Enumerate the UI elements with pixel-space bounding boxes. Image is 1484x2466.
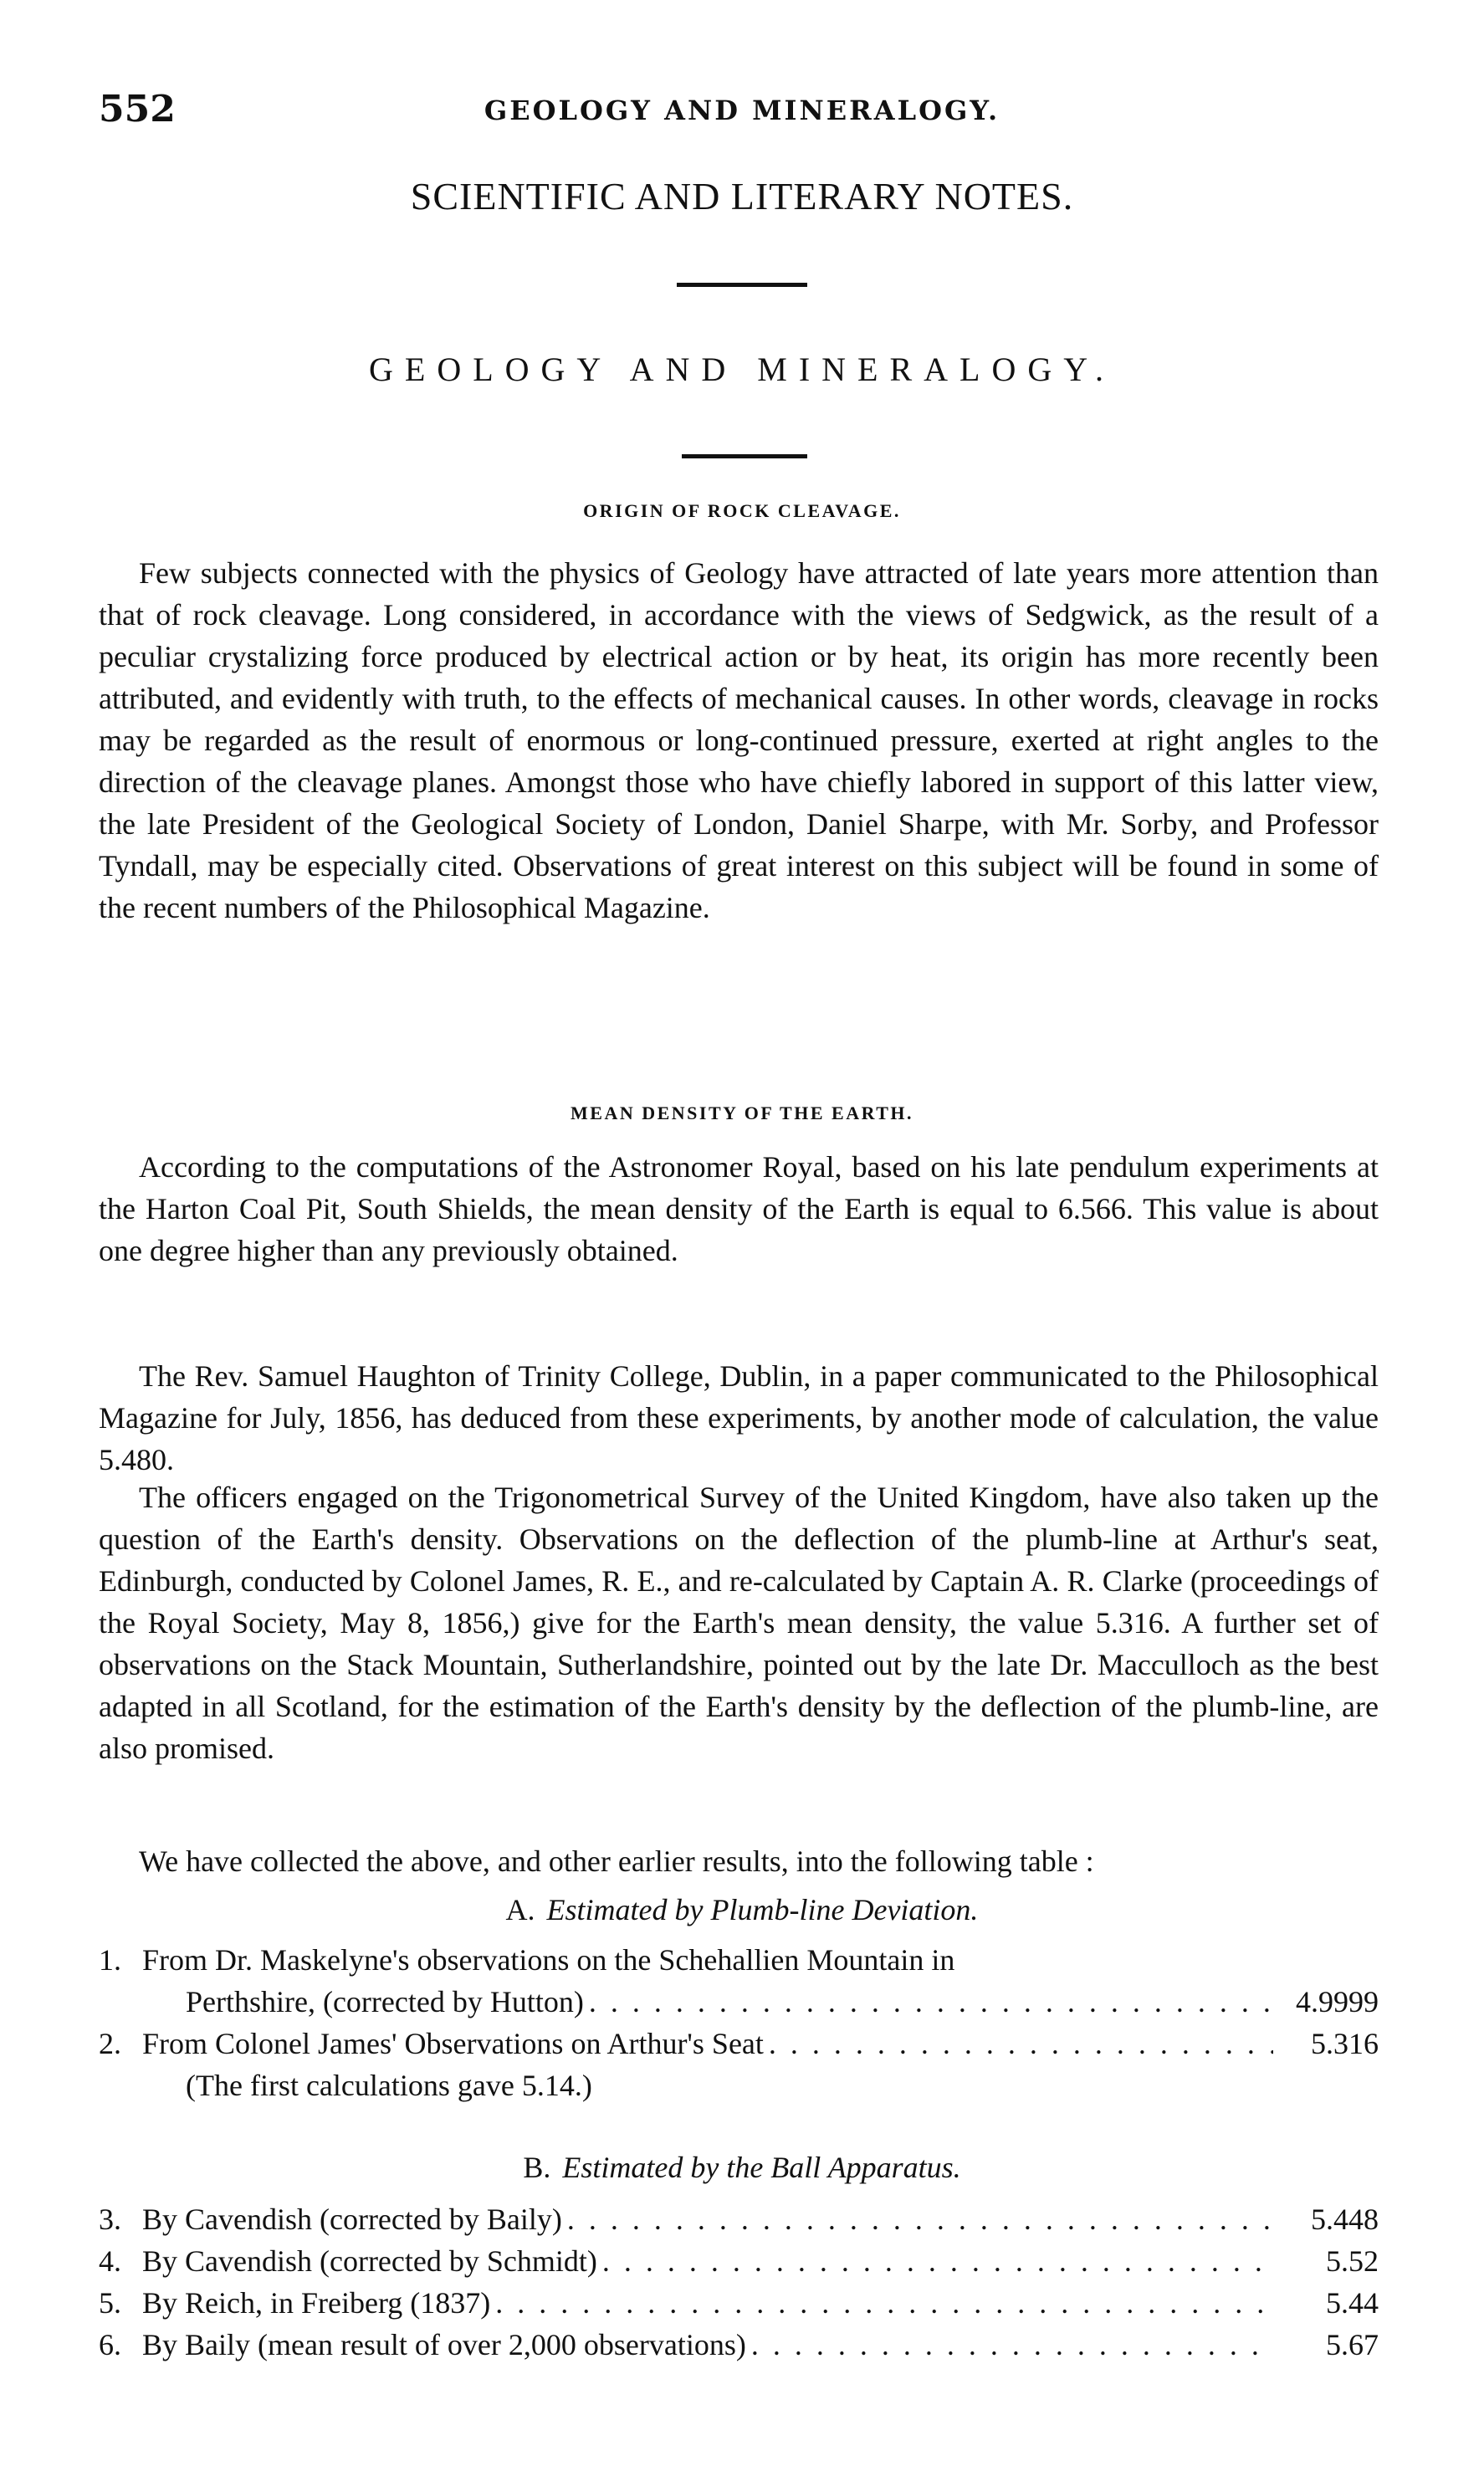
table-section-b-heading (0, 2150, 1484, 2185)
paragraph-table-intro: We have collected the above, and other earlier results, into the following table : (139, 1844, 1094, 1878)
entry-value-row (186, 1981, 1379, 2023)
entry-value: 5.448 (1311, 2203, 1379, 2236)
entry-value-row (142, 2198, 1379, 2240)
entry-number: 4. (99, 2244, 121, 2278)
dot-leader (567, 2198, 1273, 2240)
entry-value-row (142, 2240, 1379, 2282)
entry-note: (The first calculations gave 5.14.) (186, 2069, 592, 2102)
running-title: GEOLOGY AND MINERALOGY. (484, 95, 1000, 126)
paragraph-rock-cleavage: Few subjects connected with the physics of Geology have attracted of late years more attention than that of rock cleavage. Long considered, in accordance with the views of Sedgwick, as the result of a peculiar crystalizing force produced by electrical action or by heat, its origin has more recently been attributed, and evidently with truth, to the effects of mechanical causes. In other words, cleavage in rocks may be regarded as the result of enormous or long-continued pressure, exerted at right angles to the direction of the cleavage planes. Amongst those who have chiefly labored in support of this latter view, the late President of the Geological Society of London, Daniel Sharpe, with Mr. Sorby, and Professor Tyndall, may be especially cited. Observations of great interest on this subject will be found in some of the recent numbers of the Philosophical Magazine. (99, 556, 1379, 924)
table-section-title: Estimated by Plumb-line Deviation. (546, 1893, 979, 1926)
running-head (99, 88, 1385, 130)
article-heading-rock-cleavage: ORIGIN OF ROCK CLEAVAGE. (583, 500, 901, 521)
entry-number: 1. (99, 1943, 121, 1977)
entry-value: 5.44 (1326, 2286, 1379, 2320)
section-title: SCIENTIFIC AND LITERARY NOTES. (410, 175, 1074, 217)
entry-number: 6. (99, 2328, 121, 2361)
entry-text: By Reich, in Freiberg (1837) (142, 2286, 491, 2320)
entry-number: 2. (99, 2027, 121, 2060)
entry-value-row (142, 2324, 1379, 2366)
table-entry (99, 1939, 1379, 2023)
table-section-a-heading (0, 1892, 1484, 1927)
entry-value: 4.9999 (1296, 1985, 1379, 2018)
divider-rule (677, 283, 807, 287)
entry-text: From Dr. Maskelyne's observations on the Schehallien Mountain in (142, 1943, 955, 1977)
table-entry (99, 2282, 1379, 2324)
entry-value: 5.67 (1326, 2328, 1379, 2361)
entry-text-continuation: Perthshire, (corrected by Hutton) (186, 1985, 584, 2018)
paragraph-trigonometrical-survey: The officers engaged on the Trigonometrical Survey of the United Kingdom, have also taken up the question of the Earth's density. Observations on the deflection of the plumb-line at Arthur's seat, Edinburgh, conducted by Colonel James, R. E., and re-calculated by Captain A. R. Clarke (proceedings of the Royal Society, May 8, 1856,) give for the Earth's mean density, the value 5.316. A further set of observations on the Stack Mountain, Sutherlandshire, pointed out by the late Dr. Macculloch as the best adapted in all Scotland, for the estimation of the Earth's density by the deflection of the plumb-line, are also promised. (99, 1481, 1379, 1765)
dot-leader (602, 2240, 1273, 2282)
table-section-title: Estimated by the Ball Apparatus. (562, 2151, 961, 2184)
dot-leader (769, 2023, 1273, 2064)
dot-leader (589, 1981, 1273, 2023)
paragraph-haughton: The Rev. Samuel Haughton of Trinity College, Dublin, in a paper communicated to the Philosophical Magazine for July, 1856, has deduced from these experiments, by another mode of calculation, the value 5.480. (99, 1359, 1379, 1476)
entry-text: By Cavendish (corrected by Baily) (142, 2203, 562, 2236)
table-entry (99, 2023, 1379, 2106)
table-entry (99, 2324, 1379, 2366)
dot-leader (495, 2282, 1273, 2324)
entry-value: 5.316 (1311, 2027, 1379, 2060)
entry-value: 5.52 (1326, 2244, 1379, 2278)
dot-leader (751, 2324, 1273, 2366)
page-number: 552 (99, 88, 176, 130)
article-heading-mean-density: MEAN DENSITY OF THE EARTH. (571, 1103, 913, 1123)
entry-text: From Colonel James' Observations on Arthur's Seat (142, 2027, 764, 2060)
table-entry (99, 2198, 1379, 2240)
entry-value-row (142, 2282, 1379, 2324)
divider-rule (682, 454, 807, 458)
subject-title: GEOLOGY AND MINERALOGY. (369, 350, 1115, 388)
table-section-letter: A. (505, 1893, 535, 1926)
table-section-letter: B. (523, 2151, 551, 2184)
paragraph-astronomer-royal: According to the computations of the Astronomer Royal, based on his late pendulum experiments at the Harton Coal Pit, South Shields, the mean density of the Earth is equal to 6.566. This value is about one degree higher than any previously obtained. (99, 1150, 1379, 1267)
entry-text: By Cavendish (corrected by Schmidt) (142, 2244, 597, 2278)
entry-text: By Baily (mean result of over 2,000 observations) (142, 2328, 746, 2361)
table-entry (99, 2240, 1379, 2282)
entry-value-row (142, 2023, 1379, 2064)
entry-number: 5. (99, 2286, 121, 2320)
entry-number: 3. (99, 2203, 121, 2236)
